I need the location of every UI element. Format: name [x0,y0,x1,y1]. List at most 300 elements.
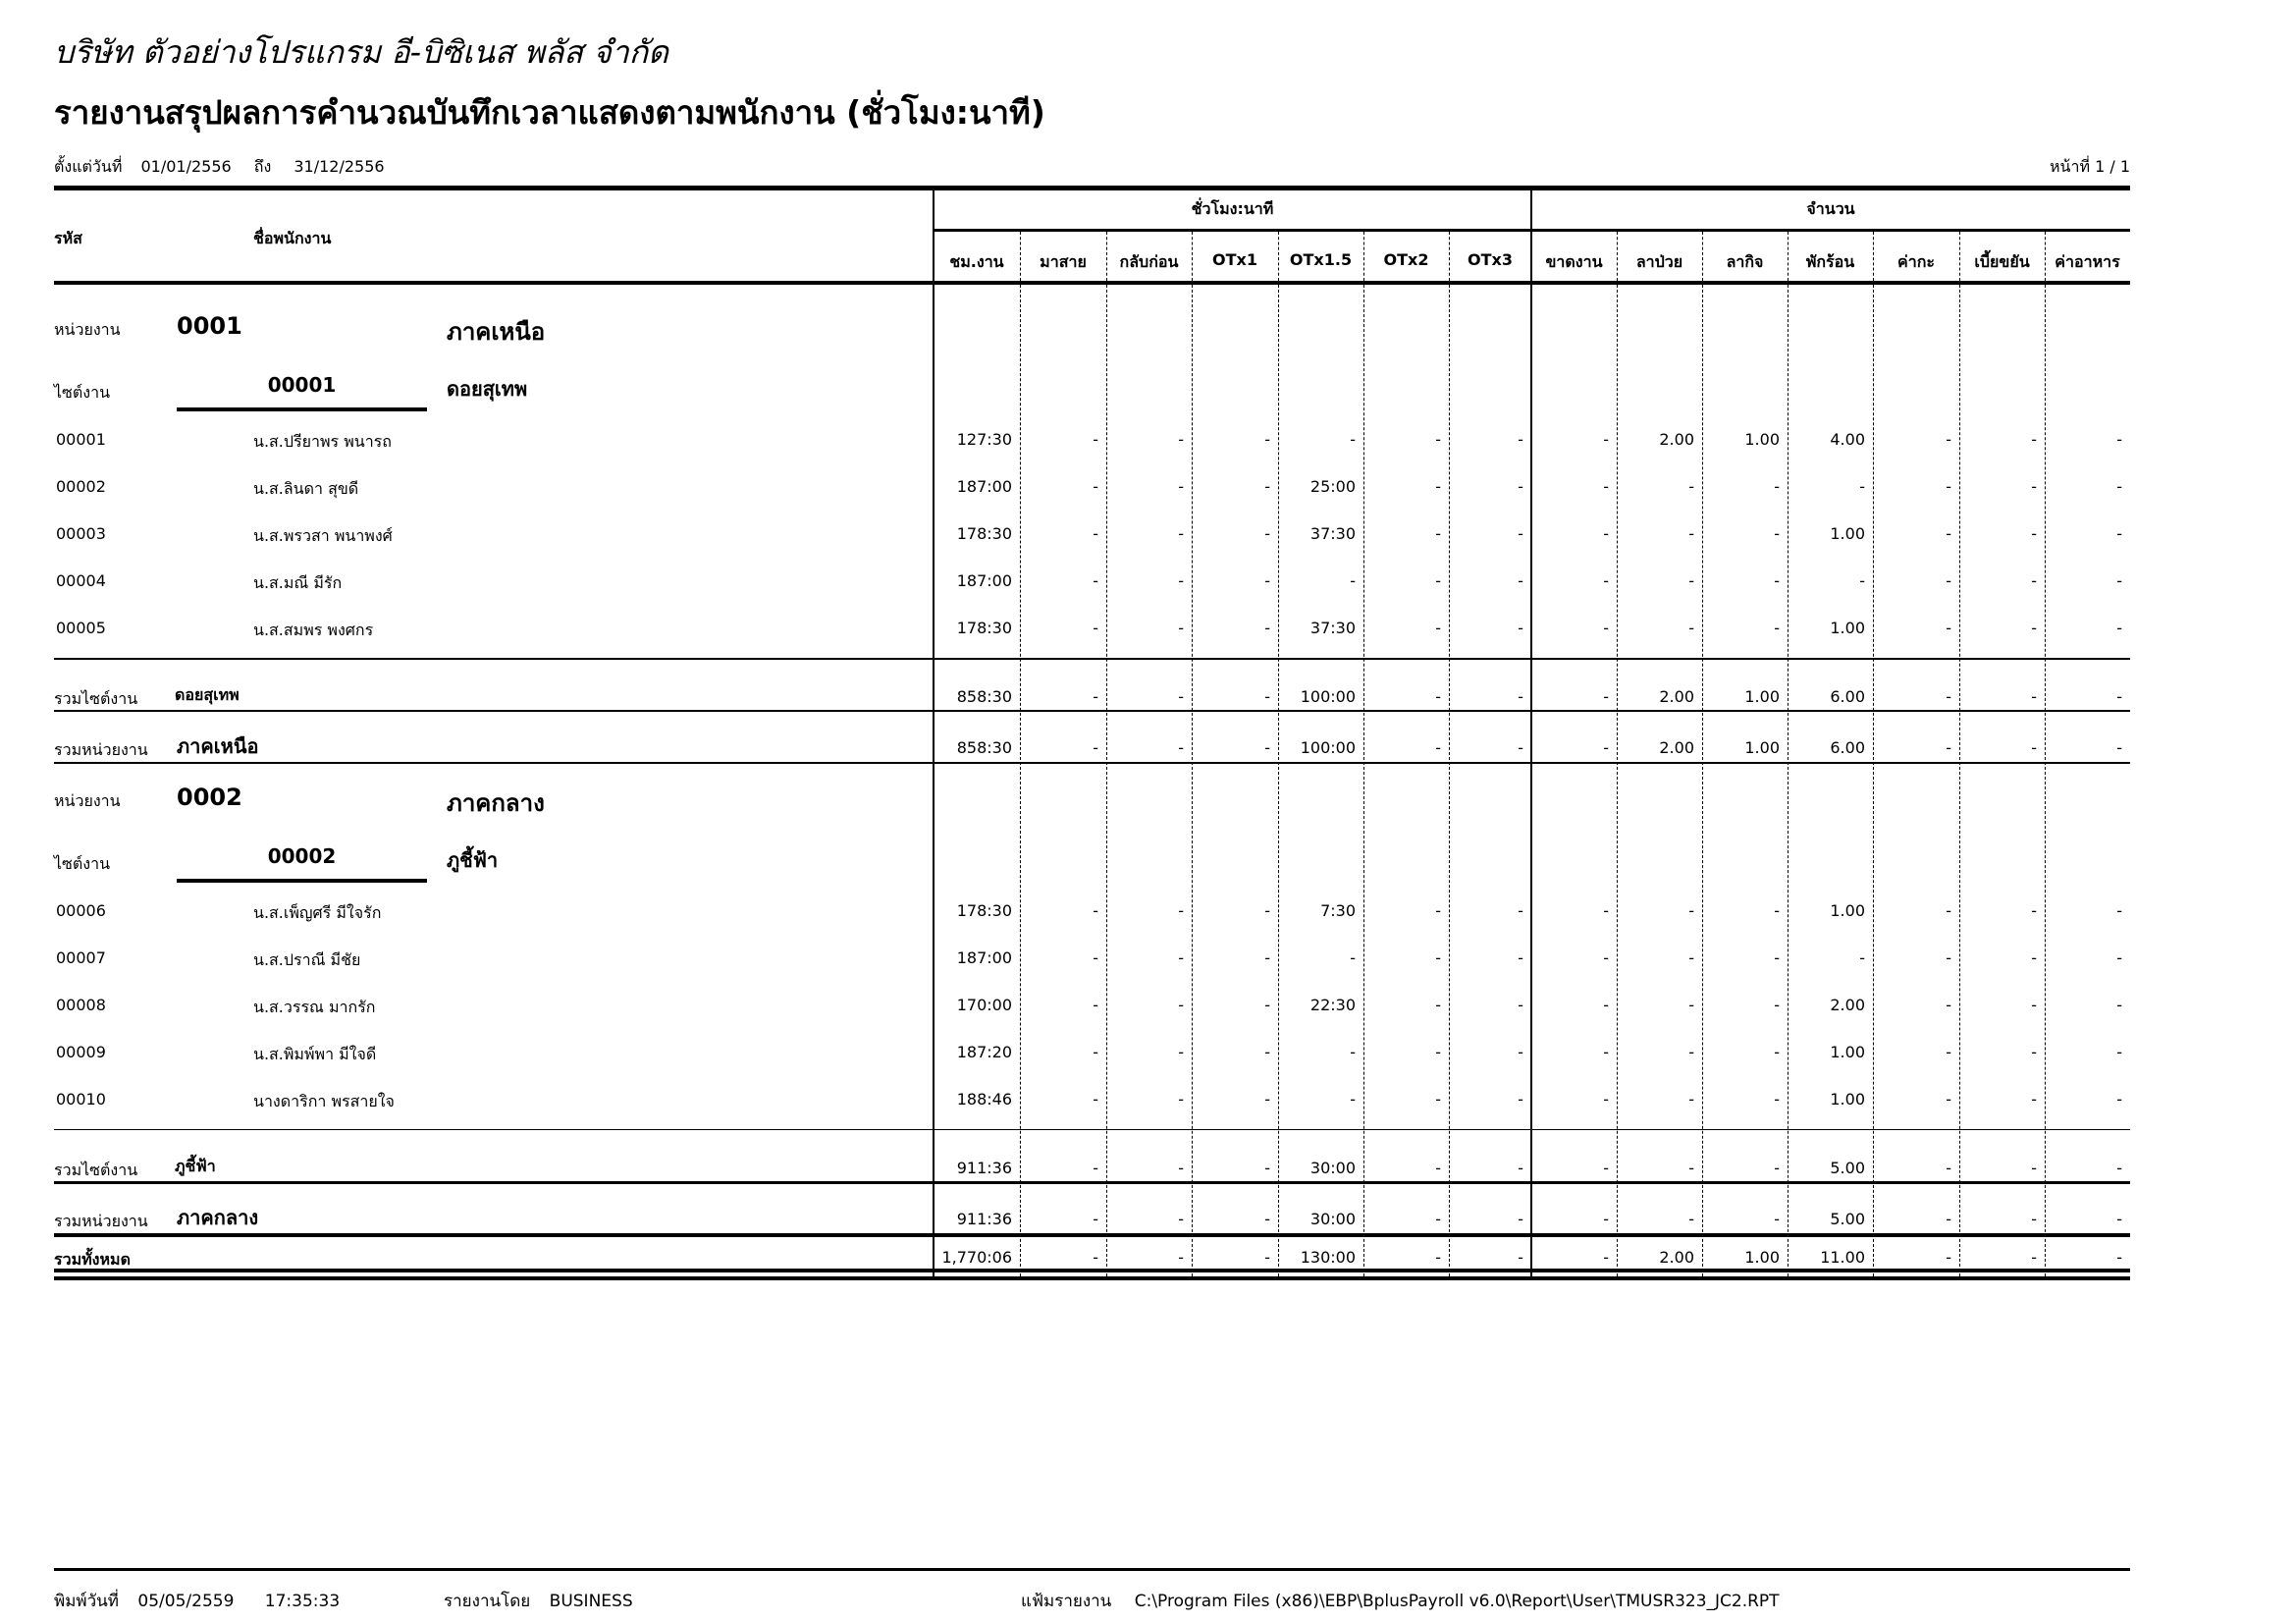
company-name: บริษัท ตัวอย่างโปรแกรม อี-บิซิเนส พลัส จำกัด [54,33,668,71]
date-to-label: ถึง [253,157,272,176]
site-total-value: - [1435,687,1441,706]
site-total-value: 100:00 [1300,687,1356,706]
grand-total-value: 1.00 [1744,1248,1780,1267]
employee-name: นางดาริกา พรสายใจ [253,1092,395,1110]
employee-value: - [1518,996,1523,1014]
employee-value: - [1603,996,1609,1014]
employee-value: 1.00 [1830,1043,1865,1061]
site-code-underline [177,879,427,883]
employee-value: - [1518,1043,1523,1061]
employee-value: 37:30 [1309,524,1356,543]
unit-total-value: - [2031,1210,2037,1228]
employee-value: 25:00 [1309,477,1356,496]
employee-value: - [1093,619,1098,637]
footer-rule [54,1568,2130,1571]
employee-value: - [1435,1043,1441,1061]
employee-value: - [1435,477,1441,496]
unit-total-rule [54,710,2130,712]
grand-total-value: 1,770:06 [941,1248,1012,1267]
site-total-name: ภูชี้ฟ้า [175,1157,216,1175]
site-code: 00002 [267,844,337,868]
employee-value: - [2031,1090,2037,1109]
employee-value: - [1688,477,1694,496]
employee-value: 4.00 [1830,430,1865,449]
employee-name: น.ส.พิมพ์พา มีใจดี [253,1045,377,1063]
employee-code: 00002 [56,477,106,496]
site-total-value: - [1946,1159,1951,1177]
column-header: เบี้ยขยัน [1974,252,2030,271]
site-name: ดอยสุเทพ [447,377,528,401]
employee-value: - [2031,430,2037,449]
unit-total-value: 100:00 [1300,738,1356,757]
employee-name: น.ส.เพ็ญศรี มีใจรัก [253,903,382,922]
site-label: ไซต์งาน [54,383,111,402]
employee-value: - [2031,524,2037,543]
print-date-label: พิมพ์วันที่ [54,1592,119,1611]
page-info: หน้าที่ 1 / 1 [2049,157,2130,176]
employee-value: - [1264,524,1270,543]
site-total-value: 2.00 [1659,687,1694,706]
employee-value: 127:30 [956,430,1012,449]
employee-value: - [1350,948,1356,967]
header-dashed-divider [1702,232,1703,281]
column-header: ชม.งาน [949,252,1004,271]
grand-total-value: - [2031,1248,2037,1267]
site-total-value: - [2116,687,2122,706]
employee-value: - [1264,901,1270,920]
employee-code: 00007 [56,948,106,967]
employee-value: - [1603,948,1609,967]
employee-code: 00003 [56,524,106,543]
site-total-value: - [1093,1159,1098,1177]
unit-total-value: - [1946,1210,1951,1228]
employee-value: 1.00 [1830,524,1865,543]
column-header: OTx1.5 [1289,250,1353,269]
site-total-value: - [2031,1159,2037,1177]
site-total-value: - [2031,687,2037,706]
employee-value: - [1518,619,1523,637]
section-divider [933,188,934,1276]
grand-total-value: 2.00 [1659,1248,1694,1267]
unit-total-rule [54,1181,2130,1184]
employee-value: - [1688,901,1694,920]
employee-value: 188:46 [956,1090,1012,1109]
site-total-label: รวมไซต์งาน [54,689,138,708]
employee-name: น.ส.มณี มีรัก [253,573,343,592]
employee-value: 178:30 [956,524,1012,543]
site-total-value: - [1518,687,1523,706]
employee-value: - [1093,430,1098,449]
employee-code: 00004 [56,571,106,590]
site-total-value: 1.00 [1744,687,1780,706]
employee-value: - [1946,1090,1951,1109]
hours-group-header: ชั่วโมง:นาที [1191,199,1274,218]
employee-code: 00005 [56,619,106,637]
employee-value: - [1688,1090,1694,1109]
header-dashed-divider [1106,232,1107,281]
header-dashed-divider [1873,232,1874,281]
employee-value: - [1264,1090,1270,1109]
unit-total-value: 911:36 [956,1210,1012,1228]
employee-value: 178:30 [956,619,1012,637]
unit-total-name: ภาคกลาง [177,1206,259,1229]
unit-total-value: - [1264,1210,1270,1228]
employee-code: 00010 [56,1090,106,1109]
employee-name: น.ส.ปรียาพร พนารถ [253,432,392,451]
employee-value: - [1774,996,1780,1014]
site-total-value: 858:30 [956,687,1012,706]
employee-value: - [1946,996,1951,1014]
employee-value: - [1264,619,1270,637]
employee-value: - [1435,524,1441,543]
column-header: ลาป่วย [1635,252,1683,271]
employee-value: - [1435,901,1441,920]
unit-code: 0001 [177,312,242,340]
employee-value: - [2116,571,2122,590]
print-date: 05/05/2559 [137,1592,235,1611]
unit-total-label: รวมหน่วยงาน [54,1212,148,1230]
section-divider [1530,188,1532,1276]
unit-total-value: 1.00 [1744,738,1780,757]
employee-value: - [1518,524,1523,543]
employee-value: - [1178,619,1184,637]
employee-value: 187:00 [956,571,1012,590]
employee-value: - [2116,948,2122,967]
column-header: มาสาย [1040,252,1087,271]
employee-value: - [1859,571,1865,590]
employee-value: - [1350,1043,1356,1061]
site-total-value: - [1093,687,1098,706]
employee-value: - [1093,571,1098,590]
employee-value: - [1774,1043,1780,1061]
employee-value: - [1093,524,1098,543]
employee-name: น.ส.สมพร พงศกร [253,621,374,639]
employee-code: 00008 [56,996,106,1014]
employee-value: - [1264,948,1270,967]
employee-value: - [1435,619,1441,637]
employee-value: - [2031,571,2037,590]
employee-value: - [1774,901,1780,920]
employee-value: - [1774,619,1780,637]
reported-by: BUSINESS [549,1592,633,1611]
employee-value: - [1603,901,1609,920]
site-total-value: - [1518,1159,1523,1177]
employee-name: น.ส.พรวสา พนาพงศ์ [253,526,393,545]
employee-value: - [1603,477,1609,496]
unit-total-value: 858:30 [956,738,1012,757]
column-header: กลับก่อน [1119,252,1179,271]
employee-value: - [2031,996,2037,1014]
date-range [54,155,385,180]
site-total-value: - [1178,1159,1184,1177]
unit-total-label: รวมหน่วยงาน [54,740,148,759]
unit-total-value: - [2116,1210,2122,1228]
group-end-rule [54,1233,2130,1237]
employee-value: 2.00 [1830,996,1865,1014]
employee-value: - [1603,571,1609,590]
employee-value: - [1774,524,1780,543]
unit-total-value: 6.00 [1830,738,1865,757]
date-to: 31/12/2556 [294,157,385,176]
employee-value: - [1688,619,1694,637]
employee-value: 170:00 [956,996,1012,1014]
unit-total-value: - [1603,1210,1609,1228]
employee-value: - [1178,571,1184,590]
employee-value: 187:00 [956,477,1012,496]
site-total-value: - [1264,1159,1270,1177]
employee-code: 00009 [56,1043,106,1061]
employee-value: - [2116,619,2122,637]
employee-value: - [2116,430,2122,449]
column-header: ค่าอาหาร [2055,252,2120,271]
header-dashed-divider [2045,232,2046,281]
employee-value: - [1859,948,1865,967]
unit-total-value: - [1178,738,1184,757]
column-header: พักร้อน [1805,252,1855,271]
header-bottom-rule [54,281,2130,285]
site-label: ไซต์งาน [54,854,111,873]
unit-total-value: - [1435,1210,1441,1228]
employee-value: - [1178,1043,1184,1061]
employee-value: - [1688,948,1694,967]
unit-total-value: - [1603,738,1609,757]
employee-value: - [1946,571,1951,590]
grand-total-value: 11.00 [1820,1248,1865,1267]
unit-total-value: - [1774,1210,1780,1228]
employee-value: - [1264,996,1270,1014]
date-from-label: ตั้งแต่วันที่ [54,157,123,176]
column-header: ลากิจ [1726,252,1764,271]
grand-total-value: - [1178,1248,1184,1267]
site-total-value: 6.00 [1830,687,1865,706]
employee-value: 22:30 [1309,996,1356,1014]
unit-total-value: - [2031,738,2037,757]
employee-code: 00006 [56,901,106,920]
reported-by-label: รายงานโดย [444,1592,531,1611]
employee-value: - [2116,1043,2122,1061]
employee-value: - [1093,901,1098,920]
site-code: 00001 [267,373,337,397]
unit-label: หน่วยงาน [54,320,121,339]
header-top-rule [54,186,2130,190]
grand-total-value: - [1264,1248,1270,1267]
employee-name: น.ส.ลินดา สุขดี [253,479,359,498]
group-end-rule [54,762,2130,764]
employee-value: - [1603,524,1609,543]
site-total-value: - [1774,1159,1780,1177]
unit-total-value: - [1178,1210,1184,1228]
employee-value: - [1093,996,1098,1014]
employee-name: น.ส.วรรณ มากรัก [253,998,376,1016]
site-total-value: - [1946,687,1951,706]
employee-value: - [1688,524,1694,543]
employee-value: - [1178,477,1184,496]
employee-value: - [1946,477,1951,496]
unit-total-value: 30:00 [1309,1210,1356,1228]
employee-value: - [1093,1043,1098,1061]
column-header: OTx1 [1212,250,1257,269]
employee-value: 187:20 [956,1043,1012,1061]
employee-value: 2.00 [1659,430,1694,449]
employee-value: - [1178,996,1184,1014]
employee-value: - [1350,1090,1356,1109]
employee-value: - [1688,996,1694,1014]
employee-value: 1.00 [1830,1090,1865,1109]
employee-value: - [1518,571,1523,590]
site-total-value: - [1178,687,1184,706]
employee-value: - [1859,477,1865,496]
employee-value: - [1435,948,1441,967]
employee-value: 178:30 [956,901,1012,920]
header-dashed-divider [1617,232,1618,281]
employee-value: - [1774,477,1780,496]
header-dashed-divider [1959,232,1960,281]
grand-total-value: - [2116,1248,2122,1267]
site-total-value: - [1688,1159,1694,1177]
employee-value: 7:30 [1320,901,1356,920]
footer-report-file [1021,1588,1780,1614]
header-dashed-divider [1278,232,1279,281]
unit-code: 0002 [177,784,242,811]
employee-value: - [1688,571,1694,590]
employee-value: 1.00 [1830,619,1865,637]
employee-value: - [1178,430,1184,449]
unit-total-value: - [1435,738,1441,757]
employee-value: - [1603,619,1609,637]
date-from: 01/01/2556 [140,157,232,176]
unit-label: หน่วยงาน [54,791,121,810]
site-name: ภูชี้ฟ้า [447,848,499,872]
employee-value: - [2116,996,2122,1014]
employee-value: - [1178,524,1184,543]
grand-total-value: - [1518,1248,1523,1267]
employee-value: - [1093,1090,1098,1109]
employee-value: - [1774,571,1780,590]
employee-value: - [2116,1090,2122,1109]
employee-value: - [1518,901,1523,920]
site-total-value: 911:36 [956,1159,1012,1177]
header-dashed-divider [1788,232,1789,281]
grand-total-value: 130:00 [1300,1248,1356,1267]
employee-value: - [2031,948,2037,967]
employee-value: - [1946,948,1951,967]
name-header: ชื่อพนักงาน [253,229,332,247]
column-header: ขาดงาน [1545,252,1603,271]
employee-value: - [1518,477,1523,496]
employee-value: - [1178,1090,1184,1109]
employee-value: - [2116,477,2122,496]
employee-value: - [1518,1090,1523,1109]
employee-value: - [2116,901,2122,920]
employee-value: - [1350,430,1356,449]
grand-total-rule-1 [54,1269,2130,1272]
print-time: 17:35:33 [264,1592,341,1611]
unit-total-value: - [1518,738,1523,757]
unit-total-name: ภาคเหนือ [177,734,259,758]
report-file-label: แฟ้มรายงาน [1021,1592,1112,1611]
employee-value: - [1518,948,1523,967]
employee-value: - [1264,571,1270,590]
employee-value: - [1603,1043,1609,1061]
header-dashed-divider [1449,232,1450,281]
employee-value: - [1435,571,1441,590]
site-total-value: - [1603,1159,1609,1177]
employee-value: - [2116,524,2122,543]
grand-total-rule-2 [54,1276,2130,1280]
employee-value: - [1518,430,1523,449]
employee-value: - [2031,901,2037,920]
employee-code: 00001 [56,430,106,449]
unit-total-value: - [1093,738,1098,757]
employee-value: 37:30 [1309,619,1356,637]
site-total-value: - [1435,1159,1441,1177]
column-header: OTx2 [1383,250,1429,269]
site-total-name: ดอยสุเทพ [175,685,240,704]
employee-value: - [1178,948,1184,967]
grand-total-value: - [1603,1248,1609,1267]
grand-total-value: - [1435,1248,1441,1267]
employee-value: 1.00 [1744,430,1780,449]
employee-name: น.ส.ปราณี มีชัย [253,950,361,969]
unit-total-value: 2.00 [1659,738,1694,757]
header-dashed-divider [1192,232,1193,281]
unit-total-value: 5.00 [1830,1210,1865,1228]
employee-value: - [1435,430,1441,449]
site-total-value: - [2116,1159,2122,1177]
unit-total-value: - [1264,738,1270,757]
unit-total-value: - [1688,1210,1694,1228]
employee-value: - [1603,430,1609,449]
employee-value: - [1946,430,1951,449]
grand-total-value: - [1093,1248,1098,1267]
employee-value: - [2031,1043,2037,1061]
employee-value: - [1946,619,1951,637]
site-code-underline [177,407,427,411]
employee-value: - [1688,1043,1694,1061]
employee-value: - [2031,619,2037,637]
employee-value: - [2031,477,2037,496]
employee-value: - [1178,901,1184,920]
count-group-header: จำนวน [1806,199,1855,218]
unit-total-value: - [1518,1210,1523,1228]
unit-name: ภาคเหนือ [447,318,546,346]
employee-value: - [1435,1090,1441,1109]
employee-value: - [1093,477,1098,496]
unit-total-value: - [2116,738,2122,757]
employee-value: - [1350,571,1356,590]
site-total-value: 5.00 [1830,1159,1865,1177]
header-dashed-divider [1020,232,1021,281]
footer-print-info [54,1588,340,1614]
employee-value: - [1435,996,1441,1014]
employee-value: 187:00 [956,948,1012,967]
site-total-value: - [1264,687,1270,706]
site-total-rule [54,1129,2130,1130]
report-file: C:\Program Files (x86)\EBP\BplusPayroll v6.0\Report\User\TMUSR323_JC2.RPT [1134,1592,1780,1611]
employee-value: - [1603,1090,1609,1109]
column-header: OTx3 [1468,250,1513,269]
header-dashed-divider [1363,232,1364,281]
site-total-rule [54,658,2130,660]
report-title: รายงานสรุปผลการคำนวณบันทึกเวลาแสดงตามพนักงาน (ชั่วโมง:นาที) [54,93,1045,132]
site-total-label: รวมไซต์งาน [54,1161,138,1179]
unit-total-value: - [1946,738,1951,757]
employee-value: - [1774,1090,1780,1109]
column-header: ค่ากะ [1897,252,1935,271]
employee-value: - [1946,901,1951,920]
employee-value: - [1774,948,1780,967]
employee-value: - [1264,477,1270,496]
